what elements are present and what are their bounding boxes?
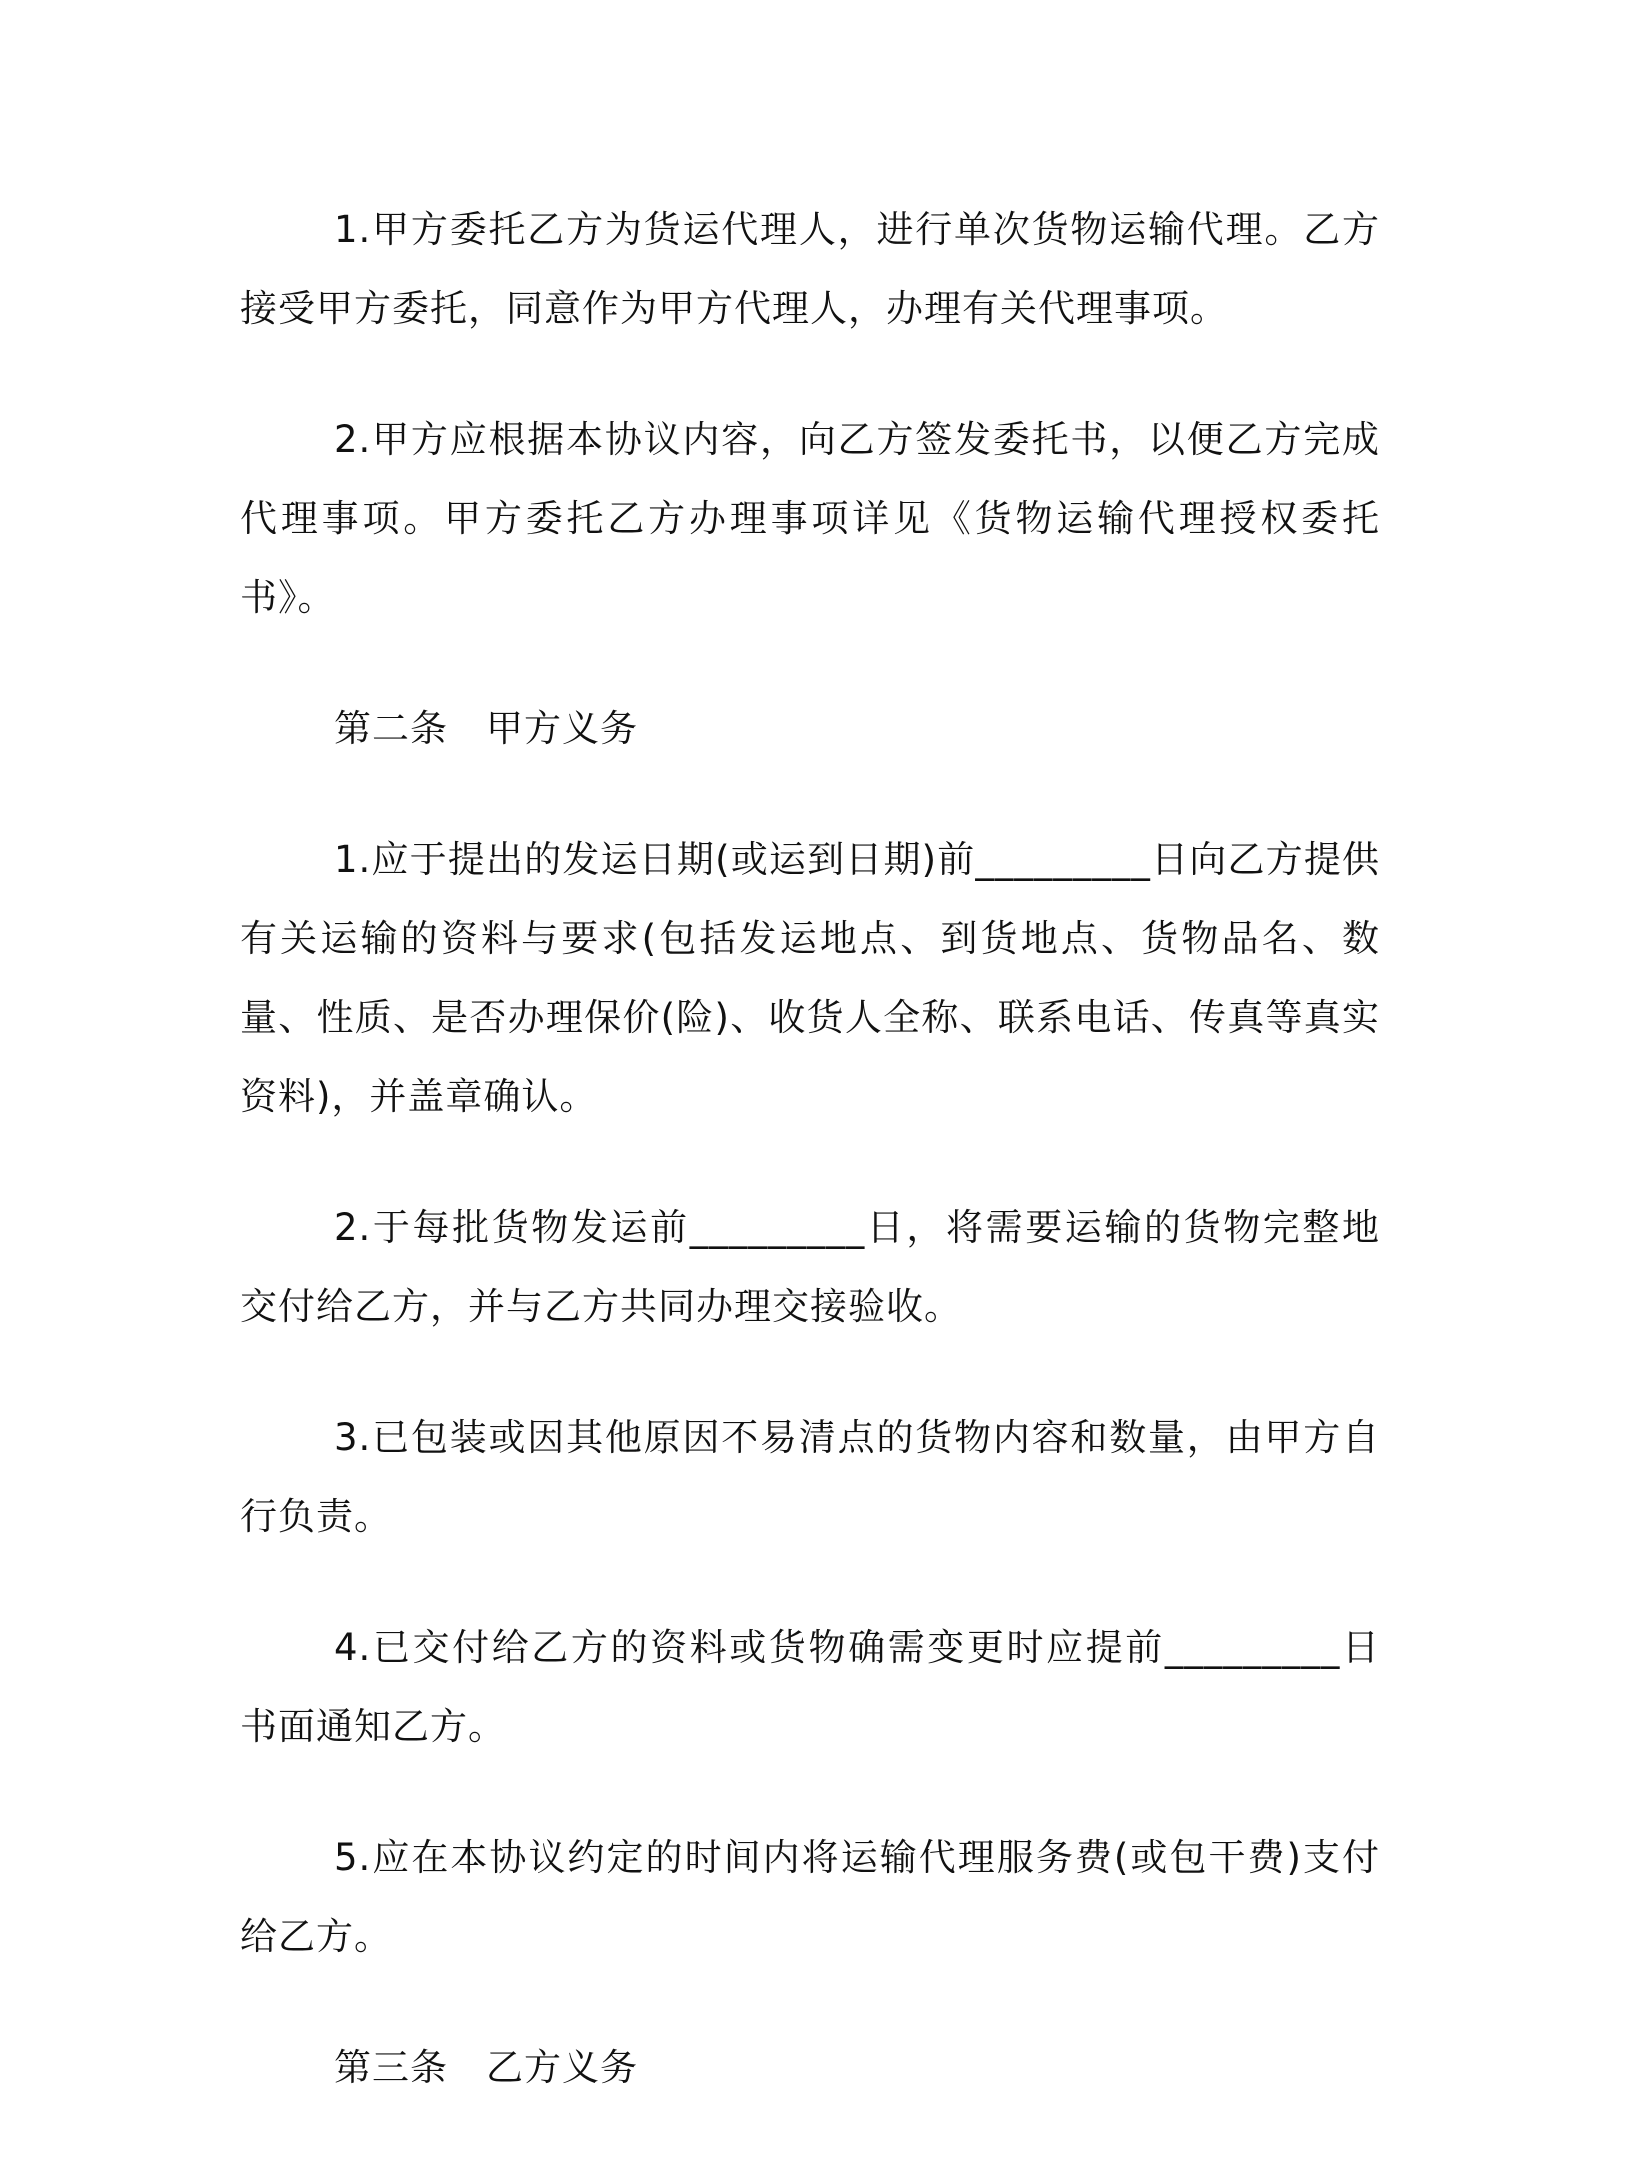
clause-2-3: 3.已包装或因其他原因不易清点的货物内容和数量，由甲方自行负责。: [240, 1416, 1380, 1538]
clause-2-1: 1.应于提出的发运日期(或运到日期)前_________日向乙方提供有关运输的资料与要求(包括发运地点、到货地点、货物品名、数量、性质、是否办理保价(险)、收货人全称、联系电话、传真等真实资料)，并盖章确认。: [240, 838, 1380, 1118]
article-3-heading: 第三条 乙方义务: [334, 2046, 638, 2089]
clause-1-1: 1.甲方委托乙方为货运代理人，进行单次货物运输代理。乙方接受甲方委托，同意作为甲方代理人，办理有关代理事项。: [240, 208, 1380, 330]
article-2-heading: 第二条 甲方义务: [334, 707, 638, 750]
clause-2-2: 2.于每批货物发运前_________日，将需要运输的货物完整地交付给乙方，并与乙方共同办理交接验收。: [240, 1206, 1380, 1328]
clause-1-2: 2.甲方应根据本协议内容，向乙方签发委托书，以便乙方完成代理事项。甲方委托乙方办理事项详见《货物运输代理授权委托书》。: [240, 418, 1380, 619]
clause-2-5: 5.应在本协议约定的时间内将运输代理服务费(或包干费)支付给乙方。: [240, 1836, 1380, 1958]
clause-2-4: 4.已交付给乙方的资料或货物确需变更时应提前_________日书面通知乙方。: [240, 1626, 1380, 1748]
document-body: [240, 190, 1380, 2159]
